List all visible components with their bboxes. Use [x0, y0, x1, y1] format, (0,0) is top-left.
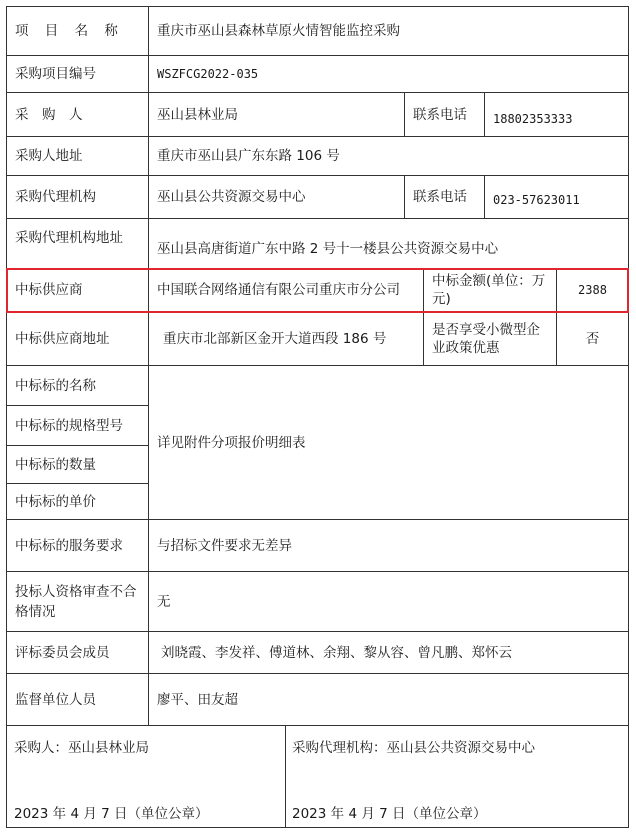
winning-amount-value: 2388	[557, 269, 629, 312]
agency-signature-date: 2023 年 4 月 7 日（单位公章）	[292, 806, 487, 822]
item-spec-label: 中标标的规格型号	[6, 406, 149, 446]
service-value: 与招标文件要求无差异	[149, 520, 629, 572]
project-name-value: 重庆市巫山县森林草原火情智能监控采购	[149, 6, 629, 56]
disqualified-label: 投标人资格审查不合格情况	[6, 572, 149, 632]
winner-value: 中国联合网络通信有限公司重庆市分公司	[149, 269, 424, 312]
winner-label: 中标供应商	[6, 269, 149, 312]
agency-value: 巫山县公共资源交易中心	[149, 176, 405, 219]
purchaser-address-label: 采购人地址	[6, 137, 149, 176]
project-name-label: 项 目 名 称	[6, 6, 149, 56]
committee-label: 评标委员会成员	[6, 632, 149, 674]
agency-phone-value: 023-57623011	[485, 176, 629, 219]
purchaser-value: 巫山县林业局	[149, 93, 405, 137]
purchaser-signature-date: 2023 年 4 月 7 日（单位公章）	[14, 806, 209, 822]
supervisor-label: 监督单位人员	[6, 674, 149, 726]
purchaser-phone-label: 联系电话	[405, 93, 485, 137]
project-no-label: 采购项目编号	[6, 56, 149, 93]
agency-signature-title: 采购代理机构：巫山县公共资源交易中心	[292, 740, 535, 756]
purchaser-phone-value: 18802353333	[485, 93, 629, 137]
item-unit-price-label: 中标标的单价	[6, 484, 149, 520]
agency-phone-label: 联系电话	[405, 176, 485, 219]
service-label: 中标标的服务要求	[6, 520, 149, 572]
winner-address-value: 重庆市北部新区金开大道西段 186 号	[149, 312, 424, 366]
agency-address-value: 巫山县高唐街道广东中路 2 号十一楼县公共资源交易中心	[149, 219, 629, 269]
item-details-value: 详见附件分项报价明细表	[149, 366, 629, 520]
purchaser-signature-title: 采购人：巫山县林业局	[14, 740, 149, 756]
purchaser-label: 采 购 人	[6, 93, 149, 137]
disqualified-value: 无	[149, 572, 629, 632]
agency-address-label: 采购代理机构地址	[6, 219, 149, 269]
agency-label: 采购代理机构	[6, 176, 149, 219]
winner-row-highlight	[6, 268, 629, 313]
project-no-value: WSZFCG2022-035	[149, 56, 629, 93]
purchaser-address-value: 重庆市巫山县广东东路 106 号	[149, 137, 629, 176]
item-name-label: 中标标的名称	[6, 366, 149, 406]
sme-policy-value: 否	[557, 312, 629, 366]
winning-amount-label: 中标金额(单位：万元)	[424, 269, 557, 312]
sme-policy-label: 是否享受小微型企业政策优惠	[424, 312, 557, 366]
committee-value: 刘晓霞、李发祥、傅道林、余翔、黎从容、曾凡鹏、郑怀云	[149, 632, 629, 674]
supervisor-value: 廖平、田友超	[149, 674, 629, 726]
item-quantity-label: 中标标的数量	[6, 446, 149, 484]
winner-address-label: 中标供应商地址	[6, 312, 149, 366]
